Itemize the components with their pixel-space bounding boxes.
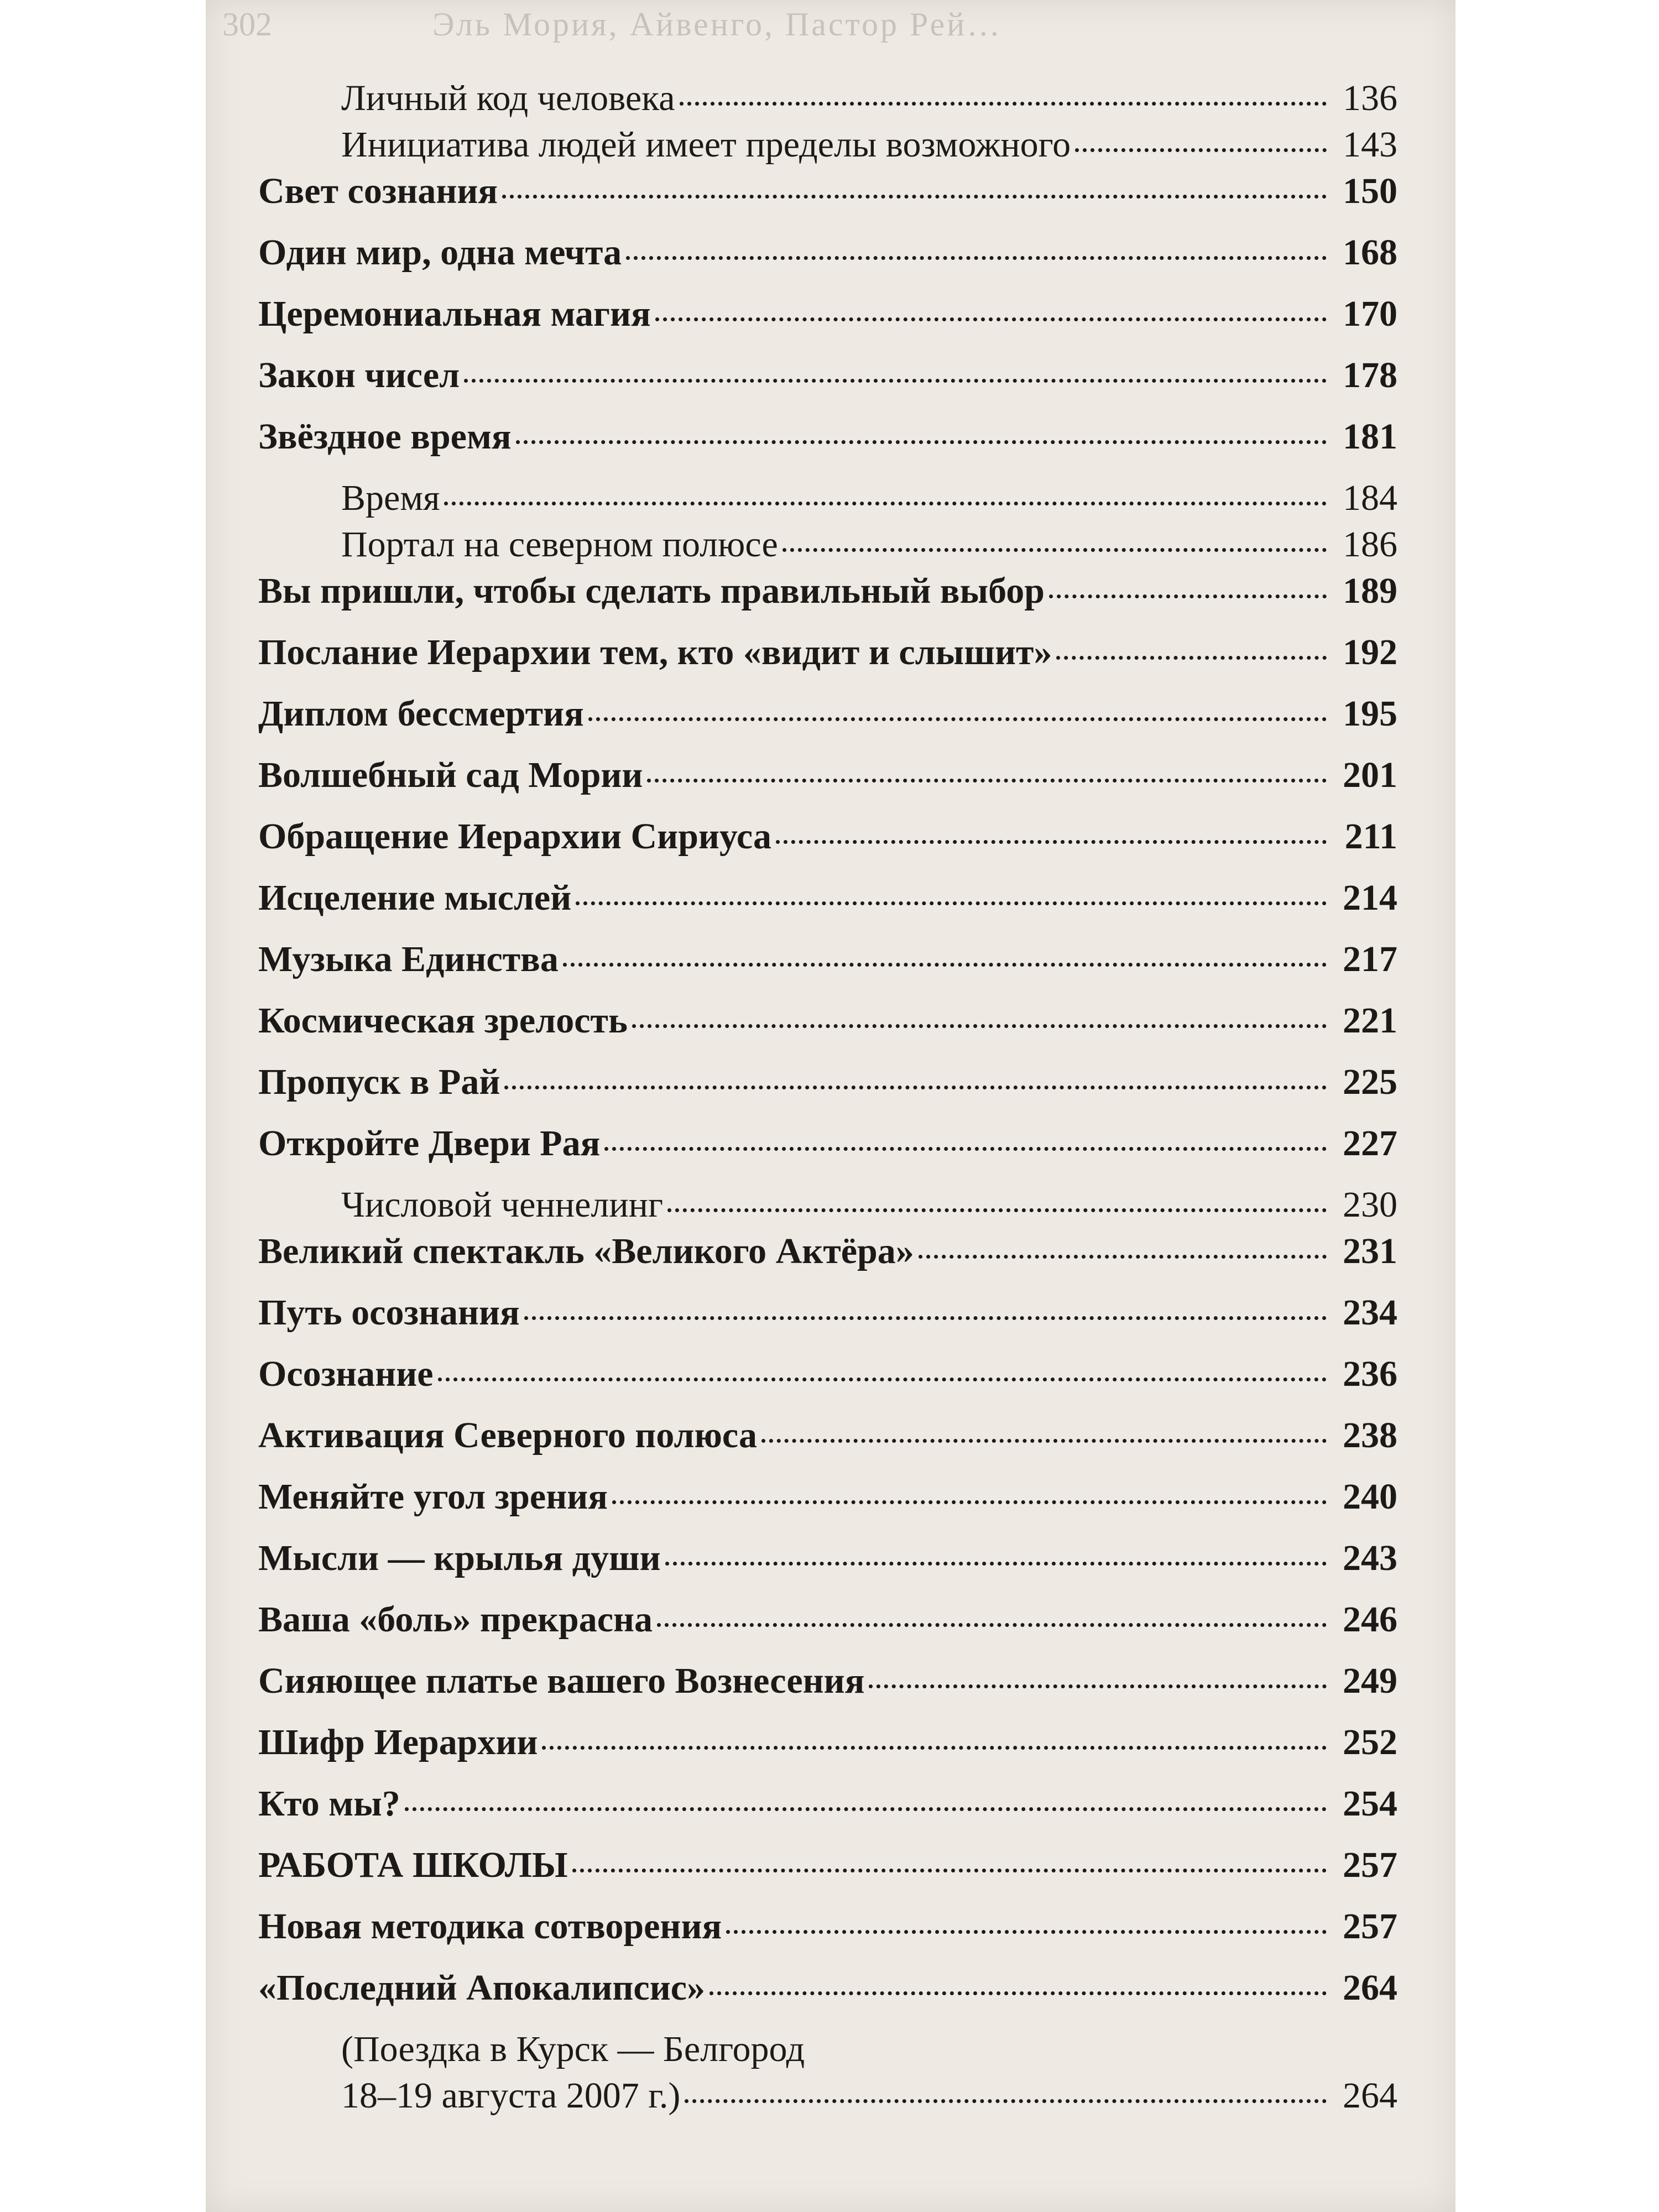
toc-entry [258, 77, 1397, 124]
dot-leader [576, 901, 1327, 905]
dot-leader [647, 779, 1327, 782]
toc-entry-title: Откройте Двери Рая [258, 1123, 601, 1164]
dot-leader [516, 440, 1327, 444]
toc-entry-page: 234 [1343, 1292, 1397, 1333]
toc-entry-title: РАБОТА ШКОЛЫ [258, 1845, 568, 1885]
toc-entry-title: Музыка Единства [258, 939, 559, 979]
toc-entry [258, 232, 1397, 293]
toc-entry-page: 252 [1343, 1722, 1397, 1762]
toc-entry [258, 1476, 1397, 1537]
running-title: Эль Мория, Айвенго, Пастор Рей… [432, 6, 1003, 43]
dot-leader [604, 1147, 1327, 1151]
toc-entry-page: 186 [1343, 524, 1397, 565]
toc-entry-title: Закон чисел [258, 355, 460, 395]
toc-entry-page: 257 [1343, 1906, 1397, 1947]
toc-entry-title: Свет сознания [258, 171, 498, 211]
toc-entry-title: Космическая зрелость [258, 1000, 628, 1041]
toc-entry-title: Сияющее платье вашего Вознесения [258, 1661, 865, 1701]
toc-entry-title: «Последний Апокалипсис» [258, 1968, 706, 2008]
dot-leader [667, 1208, 1327, 1212]
dot-leader [655, 317, 1327, 321]
toc-entry-title: Церемониальная магия [258, 294, 651, 334]
dot-leader [685, 2099, 1327, 2103]
toc-entry [258, 1537, 1397, 1599]
dot-leader [1049, 594, 1327, 598]
table-of-contents [258, 77, 1397, 2121]
toc-entry [258, 1061, 1397, 1123]
toc-entry [258, 1783, 1397, 1844]
toc-entry [258, 1906, 1397, 1967]
toc-entry-title: Время [341, 478, 440, 518]
toc-entry [258, 1184, 1397, 1230]
toc-entry [258, 938, 1397, 1000]
dot-leader [776, 840, 1327, 844]
toc-entry-title: Исцеление мыслей [258, 878, 572, 918]
page-number: 302 [222, 6, 272, 43]
toc-entry [258, 293, 1397, 354]
toc-entry-title: Обращение Иерархии Сириуса [258, 816, 771, 857]
toc-entry [258, 754, 1397, 816]
toc-entry-title: Шифр Иерархии [258, 1722, 538, 1762]
dot-leader [504, 1086, 1327, 1089]
toc-entry-page: 195 [1343, 693, 1397, 734]
toc-entry [258, 2028, 1397, 2075]
toc-entry [258, 1000, 1397, 1061]
toc-entry-title: Личный код человека [341, 78, 675, 118]
toc-entry-page: 150 [1343, 171, 1397, 211]
toc-entry-page: 264 [1343, 2075, 1397, 2116]
toc-entry [258, 1660, 1397, 1721]
dot-leader [464, 379, 1327, 383]
toc-entry-page: 225 [1343, 1062, 1397, 1102]
toc-entry-page: 257 [1343, 1845, 1397, 1885]
toc-entry-title: Числовой ченнелинг [341, 1185, 664, 1225]
toc-entry-title: (Поездка в Курск — Белгород [341, 2029, 805, 2069]
dot-leader [632, 1024, 1327, 1028]
toc-entry [258, 632, 1397, 693]
toc-entry-page: 264 [1343, 1968, 1397, 2008]
toc-entry-page: 217 [1343, 939, 1397, 979]
toc-entry [258, 170, 1397, 232]
toc-entry-page: 221 [1343, 1000, 1397, 1041]
toc-entry [258, 354, 1397, 416]
toc-entry-title: Один мир, одна мечта [258, 232, 622, 273]
toc-entry-title: Кто мы? [258, 1783, 400, 1824]
dot-leader [869, 1684, 1327, 1688]
toc-entry-title: Звёздное время [258, 416, 512, 457]
toc-entry [258, 477, 1397, 524]
toc-entry-page: 243 [1343, 1538, 1397, 1578]
toc-entry-page: 184 [1343, 478, 1397, 518]
dot-leader [919, 1255, 1327, 1259]
toc-entry-page: 192 [1343, 632, 1397, 672]
toc-entry [258, 1353, 1397, 1415]
dot-leader [761, 1439, 1327, 1443]
toc-entry-title: Диплом бессмертия [258, 693, 584, 734]
toc-entry-title: Новая методика сотворения [258, 1906, 722, 1947]
toc-entry [258, 1123, 1397, 1184]
toc-entry [258, 1292, 1397, 1353]
toc-entry [258, 1721, 1397, 1783]
toc-entry-page: 168 [1343, 232, 1397, 273]
dot-leader [438, 1378, 1327, 1381]
toc-entry [258, 570, 1397, 632]
toc-entry-title: Портал на северном полюсе [341, 524, 778, 565]
dot-leader [709, 1991, 1327, 1995]
toc-entry [258, 816, 1397, 877]
toc-entry-page: 143 [1343, 124, 1397, 165]
toc-entry [258, 1967, 1397, 2028]
toc-entry-title: Инициатива людей имеет пределы возможного [341, 124, 1071, 165]
toc-entry [258, 524, 1397, 570]
toc-entry [258, 1230, 1397, 1292]
toc-entry [258, 1844, 1397, 1906]
toc-entry [258, 693, 1397, 754]
toc-entry-title: Волшебный сад Мории [258, 755, 643, 795]
dot-leader [524, 1316, 1327, 1320]
toc-entry-page: 238 [1343, 1415, 1397, 1455]
dot-leader [1075, 148, 1327, 152]
dot-leader [444, 502, 1327, 505]
toc-entry-title: 18–19 августа 2007 г.) [341, 2075, 681, 2116]
toc-entry-page: 249 [1343, 1661, 1397, 1701]
dot-leader [726, 1930, 1327, 1934]
dot-leader [657, 1623, 1327, 1627]
dot-leader [542, 1746, 1327, 1750]
toc-entry-page: 170 [1343, 294, 1397, 334]
toc-entry-page: 211 [1344, 816, 1397, 857]
toc-entry-title: Вы пришли, чтобы сделать правильный выбор [258, 571, 1045, 611]
toc-entry [258, 124, 1397, 170]
dot-leader [588, 717, 1327, 721]
toc-entry-page: 236 [1343, 1354, 1397, 1394]
toc-entry-page: 178 [1343, 355, 1397, 395]
dot-leader [1056, 656, 1327, 660]
toc-entry-page: 231 [1343, 1231, 1397, 1271]
toc-entry [258, 416, 1397, 477]
dot-leader [563, 963, 1327, 967]
toc-entry [258, 1415, 1397, 1476]
book-page [206, 0, 1455, 2212]
toc-entry-page: 230 [1343, 1185, 1397, 1225]
dot-leader [572, 1869, 1327, 1872]
toc-entry-title: Активация Северного полюса [258, 1415, 758, 1455]
toc-entry [258, 1599, 1397, 1660]
toc-entry-page: 227 [1343, 1123, 1397, 1164]
toc-entry-title: Мысли — крылья души [258, 1538, 661, 1578]
dot-leader [782, 548, 1327, 552]
dot-leader [405, 1807, 1327, 1811]
toc-entry-page: 240 [1343, 1477, 1397, 1517]
toc-entry-title: Осознание [258, 1354, 434, 1394]
toc-entry-title: Послание Иерархии тем, кто «видит и слышит» [258, 632, 1052, 672]
dot-leader [665, 1562, 1327, 1566]
page-header [222, 6, 1417, 44]
dot-leader [626, 256, 1327, 260]
toc-entry-title: Ваша «боль» прекрасна [258, 1599, 653, 1640]
toc-entry-title: Пропуск в Рай [258, 1062, 500, 1102]
toc-entry-page: 246 [1343, 1599, 1397, 1640]
toc-entry-page: 136 [1343, 78, 1397, 118]
toc-entry-title: Меняйте угол зрения [258, 1477, 608, 1517]
dot-leader [612, 1500, 1327, 1504]
toc-entry [258, 877, 1397, 938]
toc-entry-title: Великий спектакль «Великого Актёра» [258, 1231, 914, 1271]
toc-entry-page: 189 [1343, 571, 1397, 611]
dot-leader [502, 195, 1327, 199]
toc-entry-title: Путь осознания [258, 1292, 520, 1333]
toc-entry-page: 214 [1343, 878, 1397, 918]
toc-entry [258, 2075, 1397, 2121]
toc-entry-page: 254 [1343, 1783, 1397, 1824]
toc-entry-page: 181 [1343, 416, 1397, 457]
dot-leader [680, 102, 1327, 106]
toc-entry-page: 201 [1343, 755, 1397, 795]
